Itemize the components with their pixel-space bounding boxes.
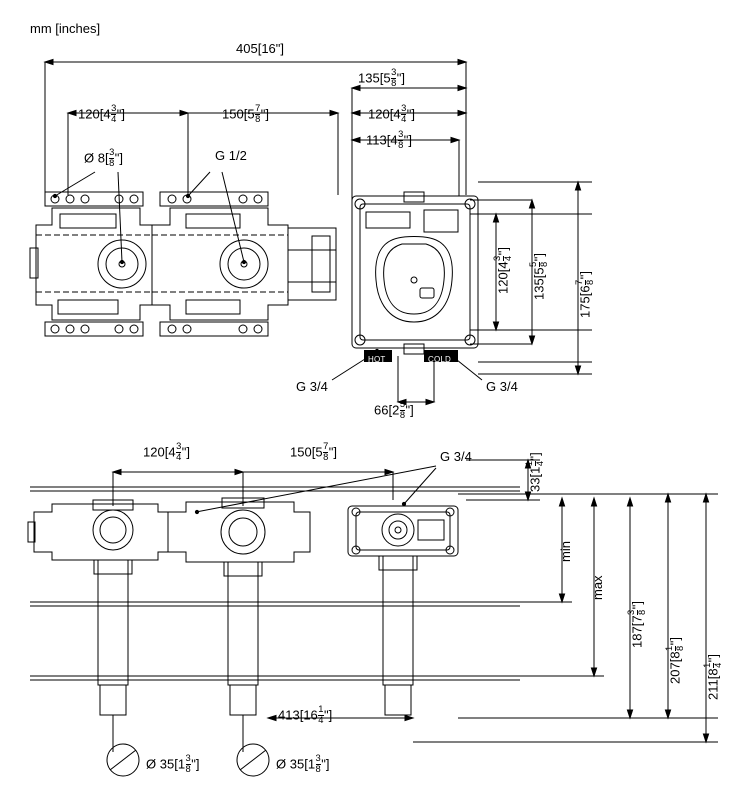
dim-label-207: 207[8 1 8 "]	[664, 637, 685, 684]
dim-label-135-vert: 135[5 5 8 "]	[528, 253, 549, 300]
label-max: max	[590, 575, 605, 600]
bottom-dim-chain	[113, 469, 393, 506]
callout-label-g12: G 1/2	[215, 148, 247, 163]
dim-label-66: 66[2 $\frac{5}{8}$ "]	[374, 399, 414, 420]
callout-label-g34-bottom: G 3/4	[440, 449, 472, 464]
dim-label-150-bottom: 150[5 $\frac{7}{8}$ "]	[290, 441, 337, 462]
port-label-hot: HOT	[368, 355, 386, 364]
dim-label-120-right: 120[4 $\frac{3}{4}$ "]	[368, 103, 415, 124]
dim-label-211: 211[8 1 4 "]	[702, 653, 723, 700]
top-view-vertical-dims	[352, 182, 592, 374]
dim-label-113: 113[4 $\frac{3}{8}$ "]	[366, 129, 413, 150]
callout-label-d35-right: Ø 35[1 $\frac{3}{8}$ "]	[276, 753, 330, 774]
top-view-left-body	[30, 192, 152, 336]
dim-label-405: 405[16"]	[236, 41, 285, 56]
callout-label-d35-left: Ø 35[1 $\frac{3}{8}$ "]	[146, 753, 200, 774]
bottom-view-drop-tubes	[94, 556, 417, 752]
leader-hole-g12	[53, 172, 245, 264]
port-label-cold: COLD	[428, 355, 452, 364]
dim-label-120-vert: 120[4 3 4 "]	[492, 247, 513, 294]
dim-label-413: 413[16 $\frac{1}{4}$ "]	[278, 704, 333, 725]
units-note: mm [inches]	[30, 21, 101, 36]
dim-label-120-left: 120[4 $\frac{3}{4}$ "]	[78, 103, 125, 124]
callout-label-g34-right: G 3/4	[486, 379, 518, 394]
dim-label-135-top: 135[5 $\frac{3}{8}$ "]	[358, 67, 405, 88]
dim-label-187: 187[7 3 8 "]	[626, 601, 647, 648]
dim-label-175-vert: 175[6 7 8 "]	[574, 271, 595, 318]
dim-label-33: 33[1 1 4 "]	[524, 452, 545, 492]
label-min: min	[558, 541, 573, 562]
wall-lines	[30, 487, 520, 680]
bottom-vertical-dims	[413, 460, 718, 742]
bottom-view-bodies	[28, 498, 458, 562]
dim-label-150-mid: 150[5 $\frac{7}{8}$ "]	[222, 103, 269, 124]
dim-label-120-bottom: 120[4 $\frac{3}{4}$ "]	[143, 441, 190, 462]
top-view-right-body	[352, 192, 478, 362]
callout-label-hole: Ø 8[ $\frac{3}{8}$ "]	[84, 147, 124, 168]
callout-label-g34-left: G 3/4	[296, 379, 328, 394]
